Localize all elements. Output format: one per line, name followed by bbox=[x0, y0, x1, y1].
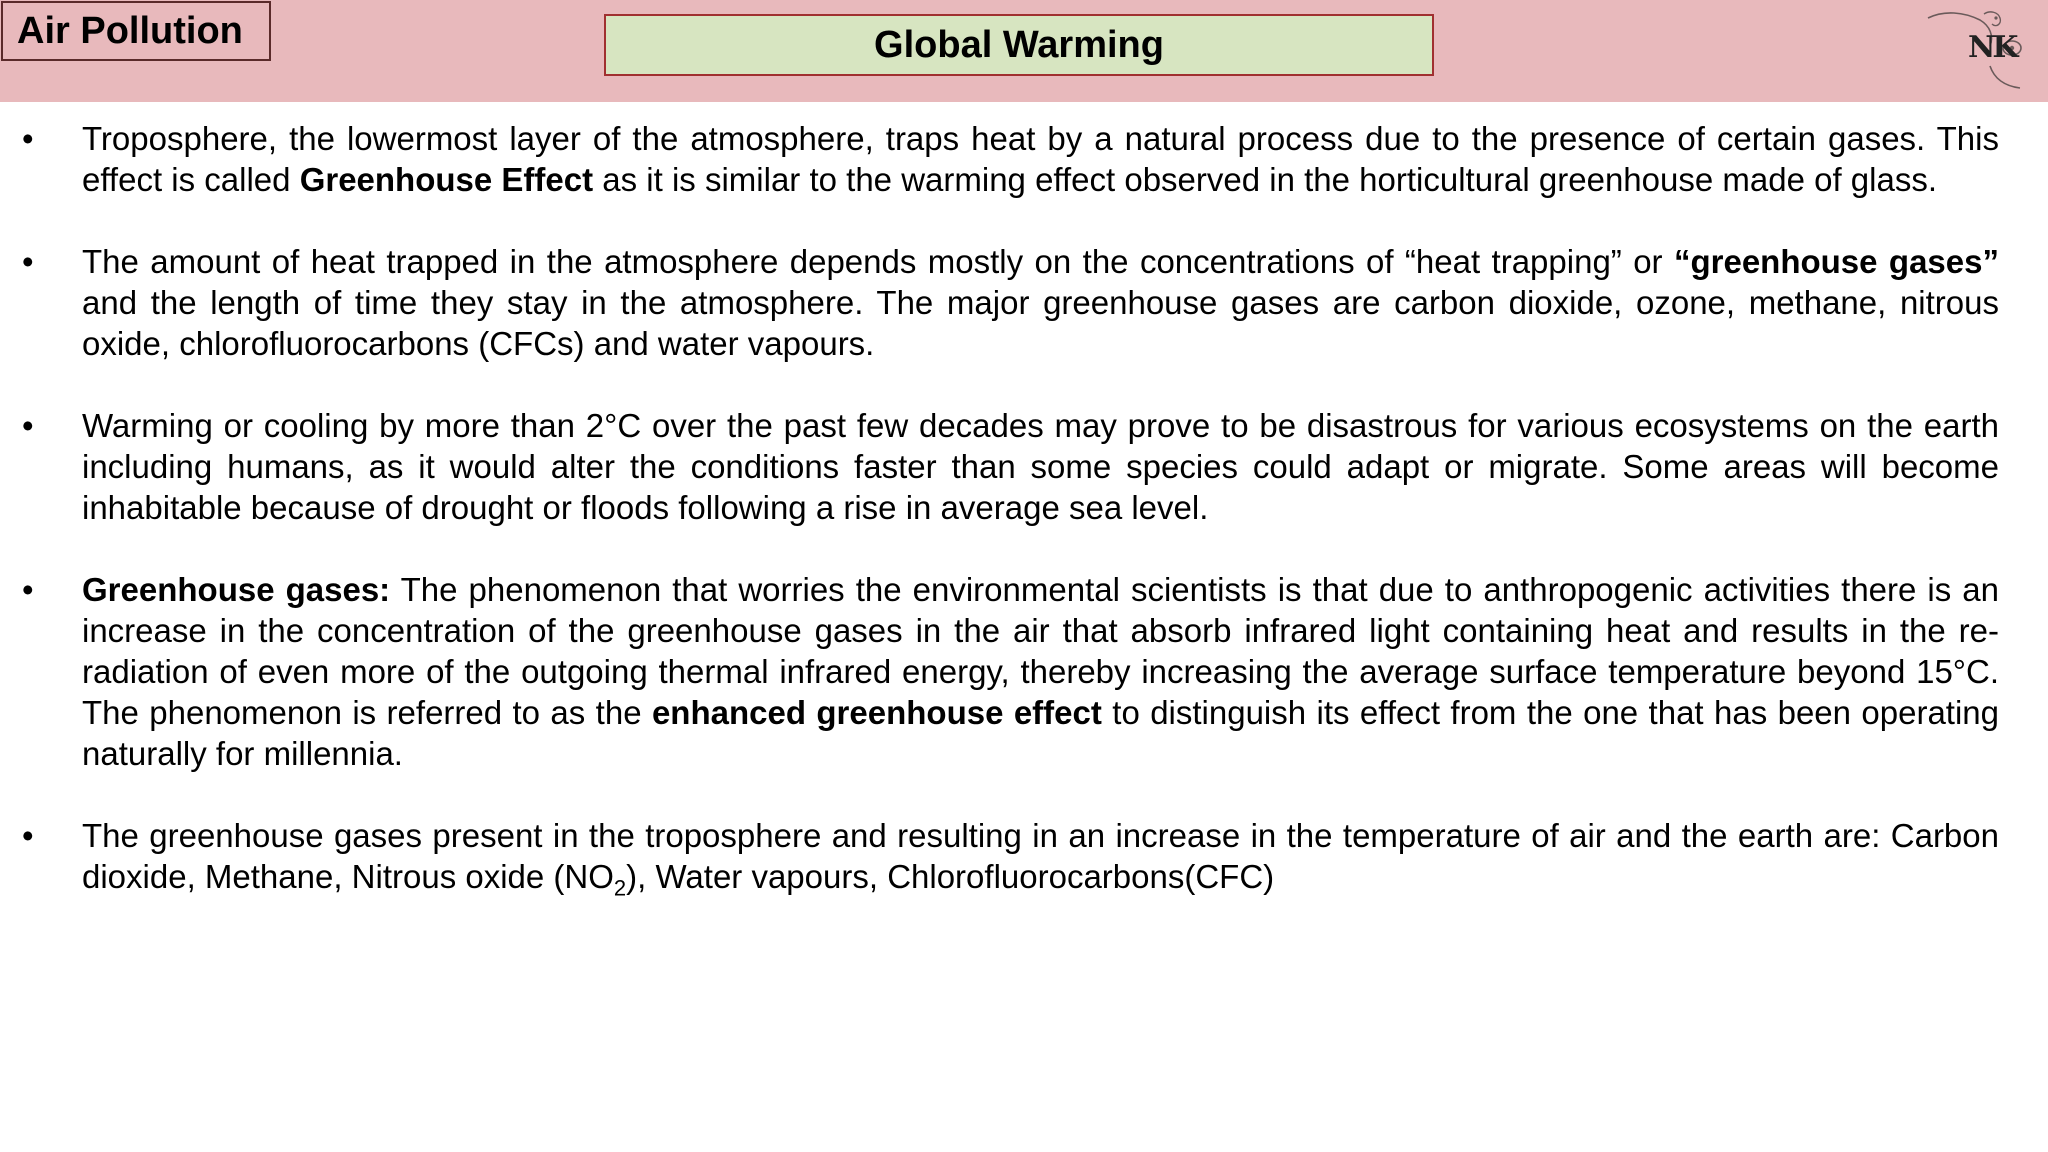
bullet-text: Warming or cooling by more than 2°C over the past few decades may prove to be disastrous for various ecosystems on the earth including humans, as it would alter the conditions faster than some species could adapt or migrate. Some areas will become inhabitable because of drought or floods following a rise in average sea level. bbox=[82, 407, 1999, 526]
bullet-bold-term: “greenhouse gases” bbox=[1673, 243, 1999, 280]
logo-text: NK bbox=[1968, 30, 2016, 65]
bullet-text: The greenhouse gases present in the troposphere and resulting in an increase in the temperature of air and the earth are: Carbon dioxide, Methane, Nitrous oxide (NO bbox=[82, 817, 1999, 895]
bullet-text: The amount of heat trapped in the atmosphere depends mostly on the concentrations of “heat trapping” or bbox=[82, 243, 1674, 280]
bullet-marker: • bbox=[22, 120, 34, 157]
bullet-list bbox=[0, 118, 2048, 938]
bullet-text: to distinguish its effect from the one that has been operating naturally for millennia. bbox=[82, 694, 2000, 772]
bullet-bold-term: Greenhouse Effect bbox=[299, 161, 594, 198]
header-band bbox=[0, 0, 2048, 102]
bullet-item-heat-trapped bbox=[0, 241, 2048, 364]
bullet-item-warming-cooling bbox=[0, 405, 2048, 528]
bullet-item-greenhouse-gases bbox=[0, 569, 2048, 774]
bullet-marker: • bbox=[22, 407, 34, 444]
bullet-text: Troposphere, the lowermost layer of the atmosphere, traps heat by a natural process due to the presence of certain gases. This effect is called bbox=[82, 120, 1999, 198]
bullet-item-greenhouse-effect bbox=[0, 118, 2048, 200]
bullet-bold-term: enhanced greenhouse effect bbox=[651, 694, 1102, 731]
bullet-marker: • bbox=[22, 817, 34, 854]
topic-label: Air Pollution bbox=[1, 1, 271, 61]
bullet-bold-term: Greenhouse gases: bbox=[82, 571, 391, 608]
subscript: 2 bbox=[613, 875, 627, 901]
bullet-text: as it is similar to the warming effect observed in the horticultural greenhouse made of glass. bbox=[593, 161, 1938, 198]
slide-title: Global Warming bbox=[604, 14, 1434, 76]
bullet-text: and the length of time they stay in the atmosphere. The major greenhouse gases are carbon dioxide, ozone, methane, nitrous oxide, chlorofluorocarbons (CFCs) and water vapours. bbox=[82, 284, 1999, 362]
bullet-text: ), Water vapours, Chlorofluorocarbons(CFC) bbox=[626, 858, 1275, 895]
bullet-text: The phenomenon that worries the environmental scientists is that due to anthropogenic activities there is an increase in the concentration of the greenhouse gases in the air that absorb infrared light containing heat and results in the re-radiation of even more of the outgoing thermal infrared energy, thereby increasing the average surface temperature beyond 15°C. The phenomenon is referred to as the bbox=[82, 571, 2000, 731]
bullet-marker: • bbox=[22, 243, 34, 280]
bullet-marker: • bbox=[22, 571, 34, 608]
bullet-item-gas-list bbox=[0, 815, 2048, 901]
